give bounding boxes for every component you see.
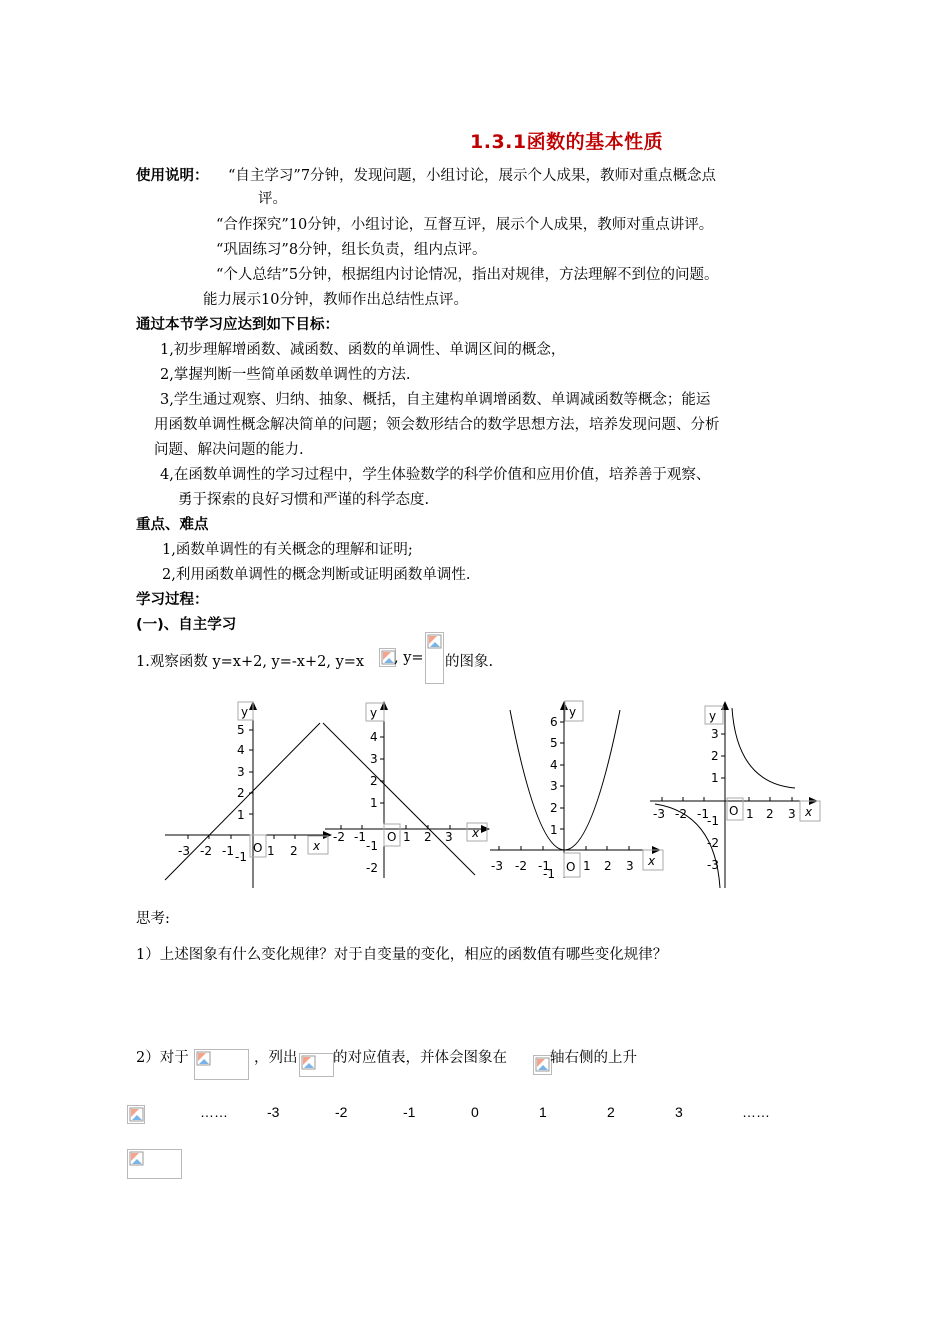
y-tick: 5 [550,736,558,750]
x-axis-label: x [313,839,321,853]
x-tick: 2 [424,830,432,844]
y-tick: -2 [366,861,378,875]
x-tick: 1 [267,844,275,858]
function-curve-positive [732,708,795,788]
x-tick: -2 [675,807,687,821]
y-tick: 6 [550,715,558,729]
broken-image-icon [129,1107,144,1122]
x-tick: 3 [445,830,453,844]
question-1-suffix: 的图象. [445,654,494,670]
x-tick: 2 [604,859,612,873]
formula-image-function [194,1049,249,1080]
question-1-prefix: 1.观察函数 y=x+2, y=-x+2, y=x [136,654,365,670]
y-tick: 2 [711,749,719,763]
keypoint-2: 2,利用函数单调性的概念判断或证明函数单调性. [162,567,471,583]
thinking-question-1: 1）上述图象有什么变化规律？对于自变量的变化，相应的函数值有哪些变化规律？ [136,947,668,963]
x-tick: 3 [788,807,796,821]
function-curve [510,710,620,850]
y-tick: 4 [237,743,245,757]
section-self-study: (一)、自主学习 [136,617,237,633]
x-axis-label: x [648,854,656,868]
y-tick-labels [366,730,378,875]
y-tick: -1 [366,839,378,853]
x-tick: -3 [178,844,190,858]
broken-image-icon [196,1051,211,1066]
origin-label: O [566,860,576,874]
usage-line-4: “个人总结”5分钟，根据组内讨论情况，指出对规律，方法理解不到位的问题。 [216,267,719,283]
table-cell: -1 [403,1104,416,1120]
usage-line-3: “巩固练习”8分钟，组长负责，组内点评。 [216,242,487,258]
y-tick: 3 [237,765,245,779]
y-tick: 1 [370,796,378,810]
goal-4a: 4,在函数单调性的学习过程中，学生体验数学的科学价值和应用价值，培养善于观察、 [160,467,711,483]
y-axis-label: y [569,705,577,719]
y-tick: 4 [550,758,558,772]
y-tick: -1 [543,867,555,881]
x-tick-labels [491,859,634,873]
x-tick: -2 [515,859,527,873]
x-tick: -1 [222,844,234,858]
y-tick-labels [543,715,558,881]
graph-y-equals-x-squared [485,698,665,883]
x-tick: 2 [766,807,774,821]
y-axis-label: y [709,709,717,723]
usage-line-1b: 评。 [258,191,287,207]
x-tick: -3 [653,807,665,821]
origin-label: O [729,804,739,818]
table-cell: 2 [607,1104,615,1120]
broken-image-icon [129,1151,144,1166]
y-tick: -1 [707,814,719,828]
goal-3c: 问题、解决问题的能力. [154,442,304,458]
goals-heading: 通过本节学习应达到如下目标： [136,317,339,333]
y-tick: 2 [370,774,378,788]
broken-image-icon [427,634,442,649]
x-axis-label: x [805,805,813,819]
x-tick: 1 [403,830,411,844]
keypoints-heading: 重点、难点 [136,517,209,533]
function-curve [323,723,475,875]
goal-1: 1,初步理解增函数、减函数、函数的单调性、单调区间的概念， [160,342,566,358]
goal-2: 2,掌握判断一些简单函数单调性的方法. [160,367,411,383]
goal-3b: 用函数单调性概念解决简单的问题；领会数形结合的数学思想方法，培养发现问题、分析 [154,417,720,433]
y-tick: 3 [711,727,719,741]
formula-image-x-label [127,1105,145,1124]
process-heading: 学习过程： [136,592,209,608]
usage-label: 使用说明： [136,168,209,184]
thinking-question-2-d: 轴右侧的上升 [550,1050,637,1066]
y-axis-label: y [241,705,249,719]
broken-image-icon [301,1055,316,1070]
x-tick: 1 [746,807,754,821]
x-tick: -1 [354,830,366,844]
y-tick: -2 [707,836,719,850]
table-cell: …… [200,1104,228,1120]
graph-y-equals-reciprocal [645,698,825,893]
x-tick: -2 [333,830,345,844]
y-tick: 4 [370,730,378,744]
graph-y-equals-neg-x-plus-2 [320,698,495,883]
x-tick: -2 [200,844,212,858]
thinking-question-2-c: 的对应值表，并体会图象在 [333,1050,507,1066]
usage-line-1: “自主学习”7分钟，发现问题，小组讨论，展示个人成果，教师对重点概念点 [228,168,717,184]
x-tick: -3 [491,859,503,873]
question-1-mid: , y= [394,650,424,666]
y-tick: 1 [237,808,245,822]
y-tick: 3 [370,752,378,766]
y-tick: 3 [550,779,558,793]
broken-image-icon [535,1057,550,1072]
origin-label: O [253,841,263,855]
thinking-label: 思考: [136,911,170,927]
formula-image-variables [299,1053,334,1077]
thinking-question-2-a: 2）对于 [136,1050,189,1066]
x-axis-label: x [472,826,480,840]
x-tick: -1 [538,859,550,873]
x-tick: 2 [290,844,298,858]
x-tick: -1 [697,807,709,821]
page-title: 1.3.1函数的基本性质 [470,131,664,153]
usage-line-5: 能力展示10分钟，教师作出总结性点评。 [203,292,468,308]
x-tick-labels [653,807,796,821]
keypoint-1: 1,函数单调性的有关概念的理解和证明; [162,542,413,558]
usage-line-2: “合作探究”10分钟，小组讨论，互督互评，展示个人成果，教师对重点讲评。 [216,217,714,233]
y-tick: 1 [711,771,719,785]
x-tick: 3 [626,859,634,873]
y-tick: -3 [707,858,719,872]
y-tick-labels [235,723,247,864]
goal-3a: 3,学生通过观察、归纳、抽象、概括，自主建构单调增函数、单调减函数等概念；能运 [160,392,711,408]
graph-y-equals-x-plus-2 [160,698,335,893]
y-axis-label: y [370,706,378,720]
y-tick: 1 [550,823,558,837]
origin-label: O [387,830,397,844]
x-tick: 1 [583,859,591,873]
formula-image-reciprocal [425,632,444,684]
formula-image-y-label [127,1149,182,1179]
thinking-question-2-b: ，列出 [254,1050,298,1066]
table-cell: …… [742,1104,770,1120]
table-cell: -2 [335,1104,348,1120]
table-cell: -3 [267,1104,280,1120]
table-cell: 1 [539,1104,547,1120]
table-cell: 3 [675,1104,683,1120]
goal-4b: 勇于探索的良好习惯和严谨的科学态度. [178,492,430,508]
y-tick: 2 [237,786,245,800]
y-tick: 2 [550,801,558,815]
y-tick: -1 [235,850,247,864]
table-cell: 0 [471,1104,479,1120]
y-tick: 5 [237,723,245,737]
